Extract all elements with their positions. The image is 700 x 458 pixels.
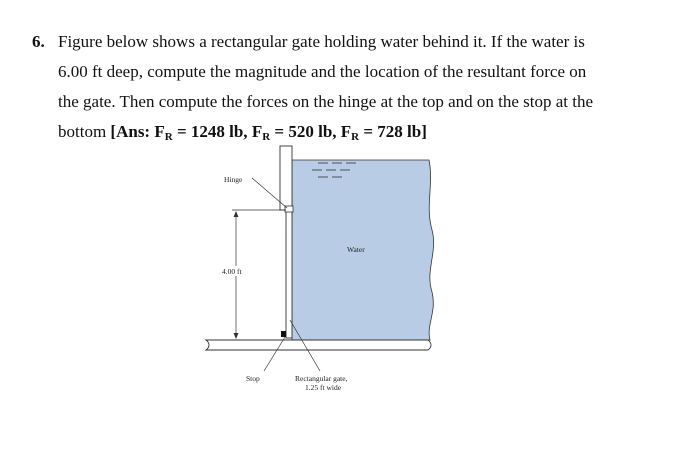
dimension-arrow-bottom — [234, 333, 239, 339]
answer-fr2-value: = 520 lb, — [270, 122, 341, 141]
answer-fr3-symbol: F — [340, 122, 352, 141]
answer-open: [Ans: — [110, 122, 155, 141]
wall — [280, 146, 292, 210]
dimension-label: 4.00 ft — [222, 267, 242, 276]
hinge-label: Hinge — [224, 175, 243, 184]
problem-line-2: 6.00 ft deep, compute the magnitude and the location of the resultant force on — [58, 62, 587, 81]
answer-fr1-sub: R — [164, 131, 173, 143]
answer-close: ] — [421, 122, 427, 141]
gate-label-line-1: Rectangular gate, — [295, 374, 348, 383]
rectangular-gate — [286, 210, 292, 338]
dimension-arrow-top — [234, 211, 239, 217]
answer-fr1-value: = 1248 lb, — [172, 122, 252, 141]
answer-fr3-sub: R — [351, 131, 360, 143]
stop — [281, 331, 286, 337]
water-label: Water — [347, 245, 365, 254]
gate-label-line-2: 1.25 ft wide — [305, 383, 342, 392]
line-4-prefix: bottom — [58, 122, 111, 141]
problem-number: 6. — [32, 32, 45, 51]
ground — [206, 340, 431, 350]
answer-fr2-symbol: F — [251, 122, 263, 141]
answer-fr1-symbol: F — [154, 122, 165, 141]
stop-label: Stop — [246, 374, 260, 383]
problem-line-3: the gate. Then compute the forces on the hinge at the top and on the stop at the — [58, 92, 594, 111]
answer-fr3-value: = 728 lb — [359, 122, 422, 141]
answer-fr2-sub: R — [262, 131, 271, 143]
problem-line-1: Figure below shows a rectangular gate holding water behind it. If the water is — [58, 32, 585, 51]
